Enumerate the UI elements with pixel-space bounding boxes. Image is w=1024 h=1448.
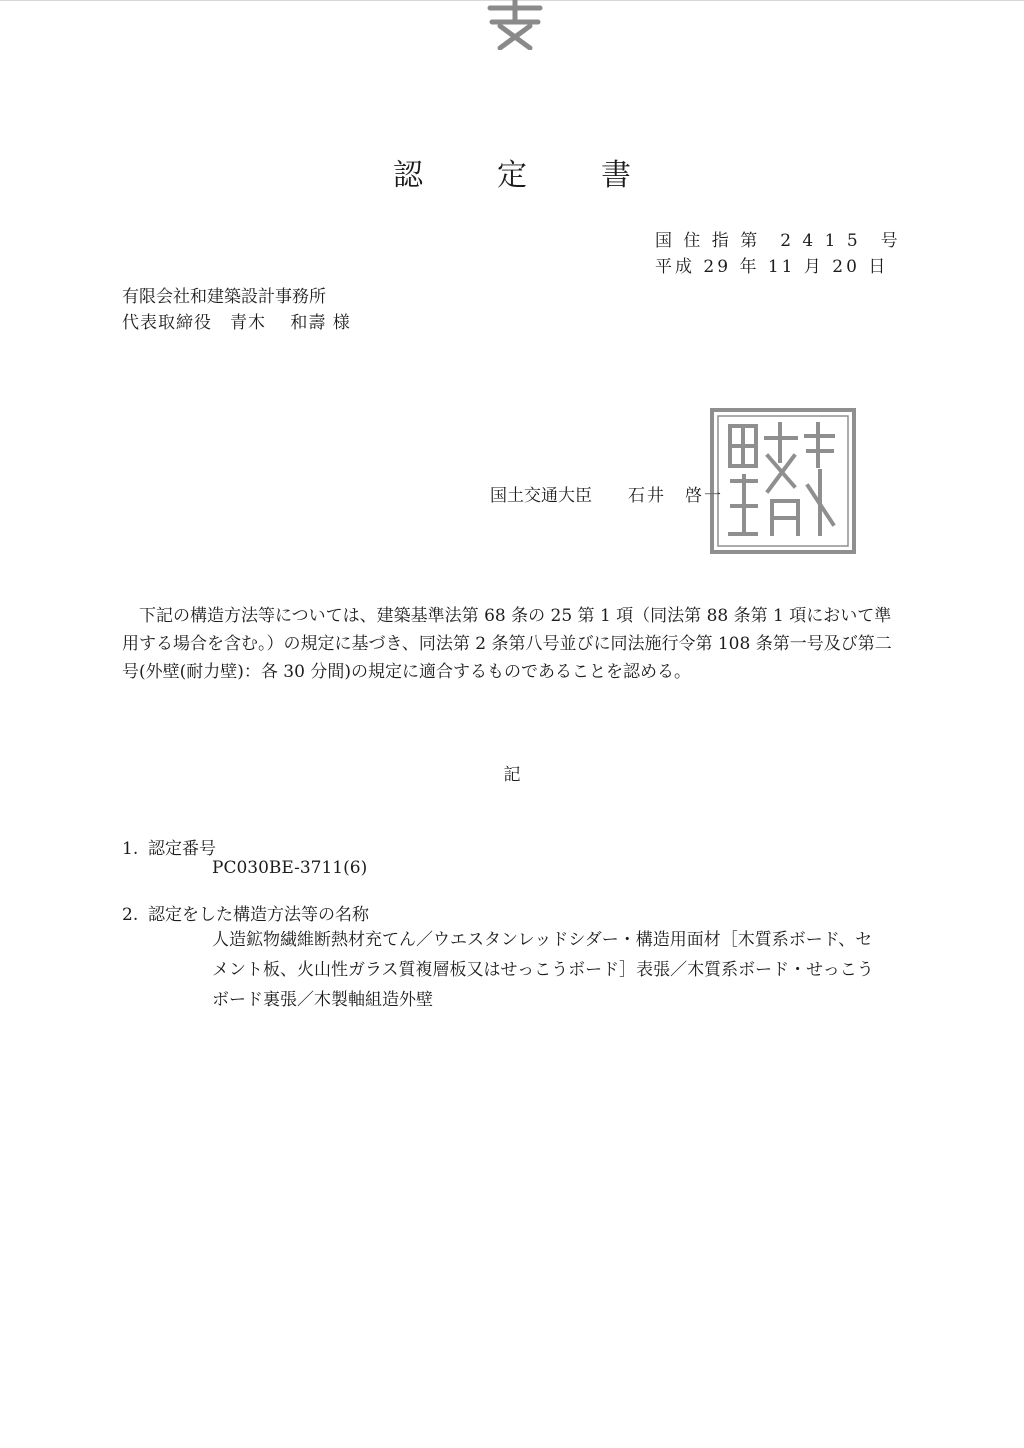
record-heading: 記: [503, 765, 521, 785]
certification-number: PC030BE-3711(6): [212, 858, 368, 878]
issuer-line: [490, 481, 723, 506]
item-label: 認定番号: [148, 839, 216, 859]
certification-body: 下記の構造方法等については、建築基準法第 68 条の 25 第 1 項（同法第 88 条第 1 項において準用する場合を含む。）の規定に基づき、同法第 2 条第八号並びに同法施行令第 108 条第一号及び第二号(外壁(耐力壁)：各 30 分間)の規定に適合するものであることを認める。: [122, 606, 892, 682]
document-number: 国 住 指 第 2 4 1 5 号: [655, 231, 901, 251]
issuer-name: 石井 啓一: [628, 486, 723, 506]
item-construction-name-label: [122, 900, 369, 925]
item-label: 認定をした構造方法等の名称: [148, 905, 369, 925]
recipient-person: 代表取締役 青木 和壽 様: [122, 313, 351, 333]
item-number: 1.: [122, 839, 139, 859]
item-certification-number-label: [122, 834, 216, 859]
item-number: 2.: [122, 905, 139, 925]
document-date: 平成 29 年 11 月 20 日: [655, 257, 889, 277]
construction-method-name: 人造鉱物繊維断熱材充てん／ウエスタンレッドシダー・構造用面材［木質系ボード、セメント板、火山性ガラス質複層板又はせっこうボード］表張／木質系ボード・せっこうボード裏張／木製軸組造外壁: [212, 930, 874, 1010]
issuer-title: 国土交通大臣: [490, 486, 592, 506]
recipient-company: 有限会社和建築設計事務所: [122, 287, 326, 307]
document-title: 認 定 書: [393, 158, 653, 193]
receipt-stamp-mark: [470, 0, 560, 50]
official-seal: [708, 406, 858, 556]
